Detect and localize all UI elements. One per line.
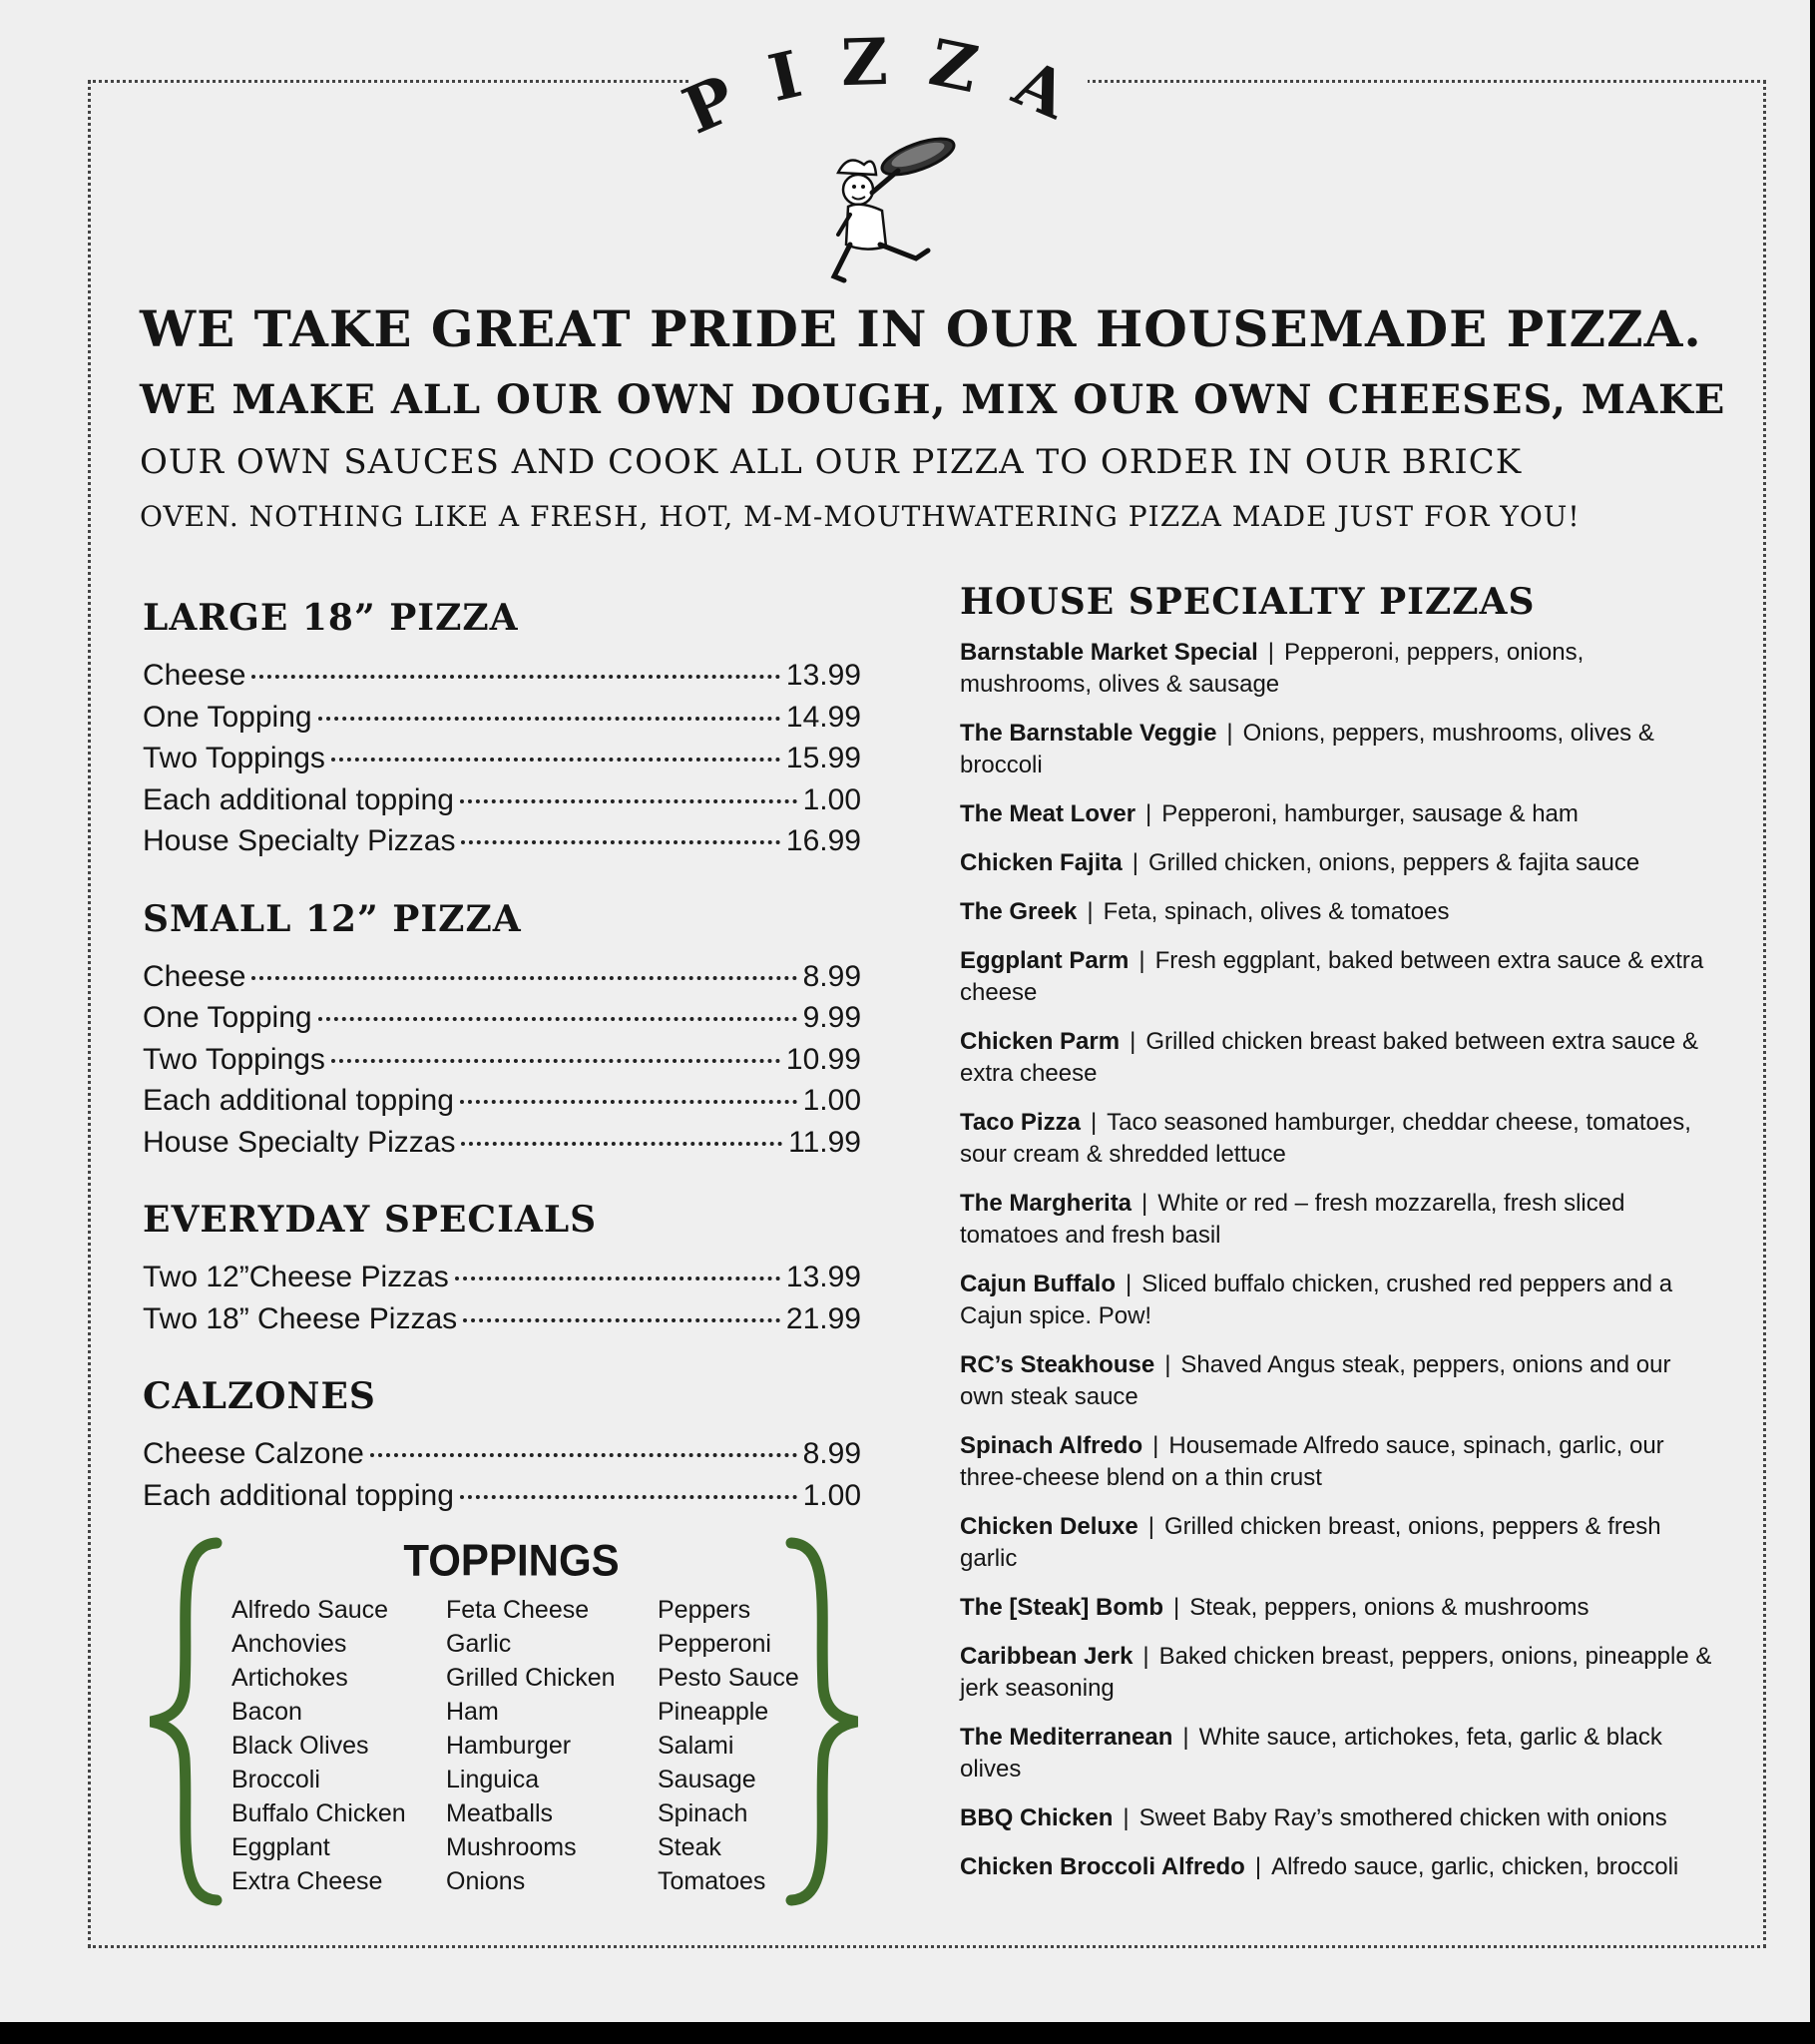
specialty-name: Spinach Alfredo bbox=[960, 1432, 1143, 1459]
topping-item: Meatballs bbox=[446, 1799, 553, 1827]
specialty-description: Pepperoni, hamburger, sausage & ham bbox=[1161, 800, 1579, 827]
price-row bbox=[143, 697, 861, 739]
specialty-name: The Barnstable Veggie bbox=[960, 720, 1217, 747]
item-price: 8.99 bbox=[802, 1437, 861, 1470]
item-price: 1.00 bbox=[802, 782, 861, 816]
specialty-item: Barnstable Market Special | Pepperoni, peppers, onions, mushrooms, olives & sausage bbox=[960, 639, 1585, 698]
everyday-specials-section bbox=[143, 1199, 861, 1339]
item-name: One Topping bbox=[143, 1001, 312, 1034]
item-name: Two Toppings bbox=[143, 1042, 325, 1076]
item-price: 9.99 bbox=[802, 1001, 861, 1034]
price-row bbox=[143, 1039, 861, 1081]
topping-item: Pesto Sauce bbox=[658, 1664, 799, 1692]
intro-line-4: OVEN. NOTHING LIKE A FRESH, HOT, M-M-MOUTHWATERING PIZZA MADE JUST FOR YOU! bbox=[140, 500, 1581, 533]
specialty-item: Taco Pizza | Taco seasoned hamburger, cheddar cheese, tomatoes, sour cream & shredded lettuce bbox=[960, 1109, 1691, 1168]
price-row bbox=[143, 779, 861, 821]
specialty-description: Sweet Baby Ray’s smothered chicken with onions bbox=[1138, 1804, 1667, 1831]
topping-item: Hamburger bbox=[446, 1732, 572, 1760]
item-name: Cheese bbox=[143, 659, 246, 692]
specialty-item: Chicken Broccoli Alfredo | Alfredo sauce, garlic, chicken, broccoli bbox=[960, 1853, 1679, 1880]
specialty-item: Caribbean Jerk | Baked chicken breast, peppers, onions, pineapple & jerk seasoning bbox=[960, 1643, 1712, 1702]
specialty-name: The [Steak] Bomb bbox=[960, 1594, 1164, 1621]
specialty-description: Alfredo sauce, garlic, chicken, broccoli bbox=[1271, 1853, 1679, 1880]
topping-item: Tomatoes bbox=[658, 1867, 766, 1895]
item-name: Two 18” Cheese Pizzas bbox=[143, 1301, 458, 1335]
topping-item: Mushrooms bbox=[446, 1833, 577, 1861]
intro-text bbox=[140, 291, 1726, 543]
item-price: 8.99 bbox=[802, 959, 861, 993]
specialty-item: The Meat Lover | Pepperoni, hamburger, sausage & ham bbox=[960, 800, 1579, 827]
item-name: Cheese Calzone bbox=[143, 1437, 364, 1470]
price-row bbox=[143, 1080, 861, 1122]
specialty-name: Chicken Deluxe bbox=[960, 1513, 1138, 1540]
specialty-name: RC’s Steakhouse bbox=[960, 1351, 1155, 1378]
topping-item: Feta Cheese bbox=[446, 1596, 590, 1624]
specialty-item: Chicken Deluxe | Grilled chicken breast, onions, peppers & fresh garlic bbox=[960, 1513, 1661, 1572]
specialty-description: Feta, spinach, olives & tomatoes bbox=[1103, 898, 1450, 925]
toppings-box bbox=[145, 1537, 863, 1916]
section-title: SMALL 12” PIZZA bbox=[143, 897, 522, 940]
topping-item: Alfredo Sauce bbox=[231, 1596, 389, 1624]
specialty-item: Spinach Alfredo | Housemade Alfredo sauce, spinach, garlic, our three-cheese blend on a thin crust bbox=[960, 1432, 1664, 1491]
topping-item: Bacon bbox=[231, 1698, 302, 1726]
topping-item: Artichokes bbox=[231, 1664, 348, 1692]
intro-line-3: OUR OWN SAUCES AND COOK ALL OUR PIZZA TO ORDER IN OUR BRICK bbox=[140, 442, 1523, 482]
specialty-name: The Margherita bbox=[960, 1190, 1133, 1217]
specialty-name: Cajun Buffalo bbox=[960, 1271, 1116, 1297]
specialty-name: Caribbean Jerk bbox=[960, 1643, 1134, 1670]
specialty-item: The Greek | Feta, spinach, olives & tomatoes bbox=[960, 898, 1450, 925]
section-title: EVERYDAY SPECIALS bbox=[143, 1199, 598, 1241]
price-row bbox=[143, 1298, 861, 1340]
item-name: Two Toppings bbox=[143, 742, 325, 774]
item-name: Each additional topping bbox=[143, 1084, 454, 1117]
specialty-item: RC’s Steakhouse | Shaved Angus steak, peppers, onions and our own steak sauce bbox=[960, 1351, 1671, 1410]
topping-item: Onions bbox=[446, 1867, 526, 1895]
toppings-column-3 bbox=[658, 1593, 827, 1898]
price-row bbox=[143, 738, 861, 779]
price-row bbox=[143, 1433, 861, 1475]
topping-item: Pineapple bbox=[658, 1698, 769, 1726]
specialty-description: White or red – fresh mozzarella, fresh sliced tomatoes and fresh basil bbox=[960, 1190, 1625, 1249]
topping-item: Sausage bbox=[658, 1766, 756, 1793]
price-column bbox=[143, 597, 861, 1552]
calzones-section bbox=[143, 1375, 861, 1516]
specialty-item: Eggplant Parm | Fresh eggplant, baked between extra sauce & extra cheese bbox=[960, 947, 1704, 1006]
price-row bbox=[143, 655, 861, 697]
topping-item: Salami bbox=[658, 1732, 734, 1760]
item-price: 16.99 bbox=[785, 824, 861, 857]
topping-item: Linguica bbox=[446, 1766, 540, 1793]
topping-item: Ham bbox=[446, 1698, 499, 1726]
svg-text:PIZZA bbox=[673, 24, 1113, 149]
specialty-description: Grilled chicken breast baked between extra sauce & extra cheese bbox=[960, 1028, 1698, 1087]
item-name: House Specialty Pizzas bbox=[143, 824, 456, 857]
topping-item: Peppers bbox=[658, 1596, 751, 1624]
intro-line-1: WE TAKE GREAT PRIDE IN OUR HOUSEMADE PIZZA. bbox=[140, 299, 1702, 358]
item-price: 15.99 bbox=[785, 742, 861, 774]
toppings-title: TOPPINGS bbox=[403, 1535, 620, 1586]
specialty-name: Chicken Parm bbox=[960, 1028, 1121, 1055]
item-name: Each additional topping bbox=[143, 782, 454, 816]
left-brace-icon bbox=[145, 1537, 225, 1906]
topping-item: Garlic bbox=[446, 1630, 512, 1658]
small-pizza-section bbox=[143, 898, 861, 1164]
item-price: 11.99 bbox=[788, 1125, 861, 1159]
price-row bbox=[143, 1122, 861, 1164]
topping-item: Anchovies bbox=[231, 1630, 347, 1658]
item-name: House Specialty Pizzas bbox=[143, 1125, 456, 1159]
specialty-name: The Mediterranean bbox=[960, 1724, 1173, 1751]
item-price: 21.99 bbox=[785, 1301, 861, 1335]
specialty-description: Shaved Angus steak, peppers, onions and our own steak sauce bbox=[960, 1351, 1671, 1410]
item-price: 14.99 bbox=[785, 700, 861, 734]
specialty-name: Chicken Fajita bbox=[960, 849, 1123, 876]
specialty-item: Chicken Fajita | Grilled chicken, onions, peppers & fajita sauce bbox=[960, 849, 1640, 876]
section-title: CALZONES bbox=[143, 1375, 376, 1417]
specialty-description: White sauce, artichokes, feta, garlic & black olives bbox=[960, 1724, 1662, 1783]
topping-item: Steak bbox=[658, 1833, 721, 1861]
item-name: One Topping bbox=[143, 700, 312, 734]
item-price: 13.99 bbox=[785, 659, 861, 692]
specialty-description: Pepperoni, peppers, onions, mushrooms, olives & sausage bbox=[960, 639, 1585, 698]
specialty-description: Housemade Alfredo sauce, spinach, garlic, our three-cheese blend on a thin crust bbox=[960, 1432, 1664, 1491]
specialty-name: Eggplant Parm bbox=[960, 947, 1130, 974]
item-price: 10.99 bbox=[785, 1042, 861, 1076]
price-row bbox=[143, 997, 861, 1039]
specialty-description: Sliced buffalo chicken, crushed red peppers and a Cajun spice. Pow! bbox=[960, 1271, 1673, 1329]
specialty-description: Grilled chicken, onions, peppers & fajita sauce bbox=[1147, 849, 1640, 876]
topping-item: Extra Cheese bbox=[231, 1867, 383, 1895]
specialty-item: The [Steak] Bomb | Steak, peppers, onions & mushrooms bbox=[960, 1594, 1589, 1621]
price-row bbox=[143, 1257, 861, 1298]
topping-item: Eggplant bbox=[231, 1833, 330, 1861]
topping-item: Pepperoni bbox=[658, 1630, 771, 1658]
specialty-name: Taco Pizza bbox=[960, 1109, 1081, 1136]
price-row bbox=[143, 956, 861, 998]
topping-item: Black Olives bbox=[231, 1732, 369, 1760]
specialty-item: The Barnstable Veggie | Onions, peppers, mushrooms, olives & broccoli bbox=[960, 720, 1654, 778]
topping-item: Spinach bbox=[658, 1799, 748, 1827]
intro-line-2: WE MAKE ALL OUR OWN DOUGH, MIX OUR OWN CHEESES, MAKE bbox=[140, 376, 1726, 423]
specialty-item: The Margherita | White or red – fresh mozzarella, fresh sliced tomatoes and fresh basil bbox=[960, 1190, 1625, 1249]
topping-item: Buffalo Chicken bbox=[231, 1799, 406, 1827]
item-name: Two 12”Cheese Pizzas bbox=[143, 1261, 449, 1293]
specialty-name: The Meat Lover bbox=[960, 800, 1136, 827]
specialty-name: Chicken Broccoli Alfredo bbox=[960, 1853, 1245, 1880]
specialty-description: Onions, peppers, mushrooms, olives & broccoli bbox=[960, 720, 1654, 778]
item-price: 1.00 bbox=[802, 1084, 861, 1117]
specialty-name: Barnstable Market Special bbox=[960, 639, 1258, 666]
toppings-column-2 bbox=[446, 1593, 658, 1898]
specialty-description: Baked chicken breast, peppers, onions, pineapple & jerk seasoning bbox=[960, 1643, 1712, 1702]
specialty-item: Cajun Buffalo | Sliced buffalo chicken, crushed red peppers and a Cajun spice. Pow! bbox=[960, 1271, 1673, 1329]
price-row bbox=[143, 1475, 861, 1517]
item-price: 13.99 bbox=[785, 1261, 861, 1293]
large-pizza-section bbox=[143, 597, 861, 862]
toppings-list bbox=[231, 1593, 827, 1898]
specialty-column bbox=[960, 581, 1718, 1900]
specialty-description: Grilled chicken breast, onions, peppers & fresh garlic bbox=[960, 1513, 1661, 1572]
price-row bbox=[143, 820, 861, 862]
pizza-title-text: PIZZA bbox=[673, 24, 1114, 150]
specialty-name: The Greek bbox=[960, 898, 1078, 925]
specialty-item: Chicken Parm | Grilled chicken breast baked between extra sauce & extra cheese bbox=[960, 1028, 1698, 1087]
specialty-title: HOUSE SPECIALTY PIZZAS bbox=[960, 581, 1536, 623]
item-name: Each additional topping bbox=[143, 1478, 454, 1512]
section-title: LARGE 18” PIZZA bbox=[143, 597, 519, 639]
item-name: Cheese bbox=[143, 959, 246, 993]
specialty-description: Taco seasoned hamburger, cheddar cheese, tomatoes, sour cream & shredded lettuce bbox=[960, 1109, 1691, 1168]
toppings-column-1 bbox=[231, 1593, 446, 1898]
specialty-item: BBQ Chicken | Sweet Baby Ray’s smothered chicken with onions bbox=[960, 1804, 1667, 1831]
specialty-name: BBQ Chicken bbox=[960, 1804, 1114, 1831]
specialty-description: Steak, peppers, onions & mushrooms bbox=[1189, 1594, 1589, 1621]
specialty-list bbox=[960, 637, 1718, 1883]
topping-item: Grilled Chicken bbox=[446, 1664, 616, 1692]
topping-item: Broccoli bbox=[231, 1766, 320, 1793]
item-price: 1.00 bbox=[802, 1478, 861, 1512]
chef-mascot-icon bbox=[820, 135, 970, 294]
specialty-item: The Mediterranean | White sauce, artichokes, feta, garlic & black olives bbox=[960, 1724, 1662, 1783]
specialty-description: Fresh eggplant, baked between extra sauce & extra cheese bbox=[960, 947, 1704, 1006]
